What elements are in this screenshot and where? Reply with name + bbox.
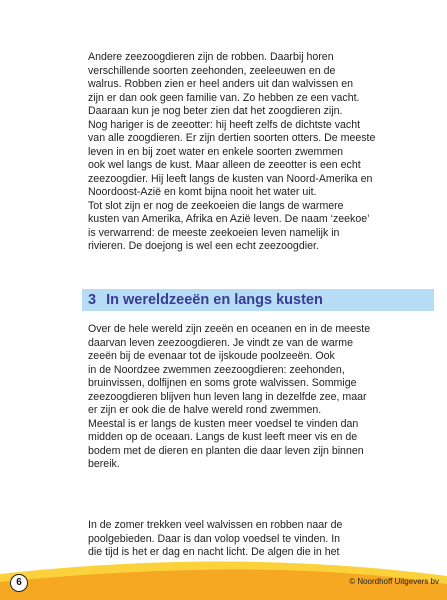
text-line: midden op de oceaan. Langs de kust leeft meer vis en de	[88, 431, 358, 443]
text-line: leven in en bij zoet water en enkele soorten zwemmen	[88, 145, 343, 158]
copyright-notice: © Noordhoff Uitgevers bv	[349, 577, 439, 586]
text-line: Nog hariger is de zeeotter: hij heeft zelfs de dichtste vacht	[88, 118, 361, 131]
text-line: Tot slot zijn er nog de zeekoeien die langs de warmere	[88, 199, 344, 212]
section-number: 3	[88, 292, 97, 308]
text-line: walrus. Robben zien er heel anders uit dan walvissen en	[88, 78, 353, 90]
text-line: Daaraan kun je nog beter zien dat het zoogdieren zijn.	[88, 105, 343, 117]
text-line: ook wel langs de kust. Maar alleen de zeeotter is een echt	[88, 159, 361, 171]
body-paragraph-robben	[88, 51, 428, 254]
body-paragraph-zomer	[88, 519, 428, 560]
text-line: zeeën bij de evenaar tot de ijskoude poolzeeën. Ook	[88, 350, 335, 362]
text-line: van alle zoogdieren. Er zijn dertien soorten otters. De meeste	[88, 132, 376, 144]
text-line: poolgebieden. Daar is dan volop voedsel te vinden. In	[88, 532, 341, 545]
section-title: In wereldzeeën en langs kusten	[106, 292, 323, 308]
page-number: 6	[16, 577, 22, 588]
text-line: is verwarrend: de meeste zeekoeien leven namelijk in	[88, 226, 340, 239]
page-number-badge	[10, 574, 28, 592]
text-line: zeezoogdier. Hij leeft langs de kusten van Noord-Amerika en	[88, 172, 373, 185]
text-line: er zijn er ook die de halve wereld rond zwemmen.	[88, 404, 322, 416]
text-line: In de zomer trekken veel walvissen en robben naar de	[88, 519, 343, 531]
text-line: Meestal is er langs de kusten meer voedsel te vinden dan	[88, 417, 359, 430]
text-line: bruinvissen, dolfijnen en soms grote walvissen. Sommige	[88, 377, 357, 389]
section-heading	[88, 289, 323, 311]
text-line: Andere zeezoogdieren zijn de robben. Daarbij horen	[88, 51, 334, 63]
text-line: bereik.	[88, 458, 120, 470]
text-line: zijn er dan ook geen familie van. Zo hebben ze een vacht.	[88, 91, 360, 104]
text-line: verschillende soorten zeehonden, zeeleeuwen en de	[88, 64, 336, 77]
body-paragraph-wereldzeeen	[88, 323, 428, 472]
text-line: rivieren. De doejong is wel een echt zeezoogdier.	[88, 240, 319, 252]
text-line: bodem met de dieren en planten die daar leven zijn binnen	[88, 444, 364, 457]
text-line: daarvan leven zeezoogdieren. Je vindt ze van de warme	[88, 336, 354, 349]
text-line: in de Noordzee zwemmen zeezoogdieren: zeehonden,	[88, 363, 345, 376]
text-line: zeezoogdieren blijven hun leven lang in dezelfde zee, maar	[88, 390, 367, 403]
text-line: Over de hele wereld zijn zeeën en oceanen en in de meeste	[88, 323, 371, 335]
text-line: Noordoost-Azië en komt bijna nooit het water uit.	[88, 186, 317, 198]
text-line: kusten van Amerika, Afrika en Azië leven. De naam ‘zeekoe’	[88, 213, 370, 225]
text-line: die tijd is het er dag en nacht licht. De algen die in het	[88, 546, 340, 558]
